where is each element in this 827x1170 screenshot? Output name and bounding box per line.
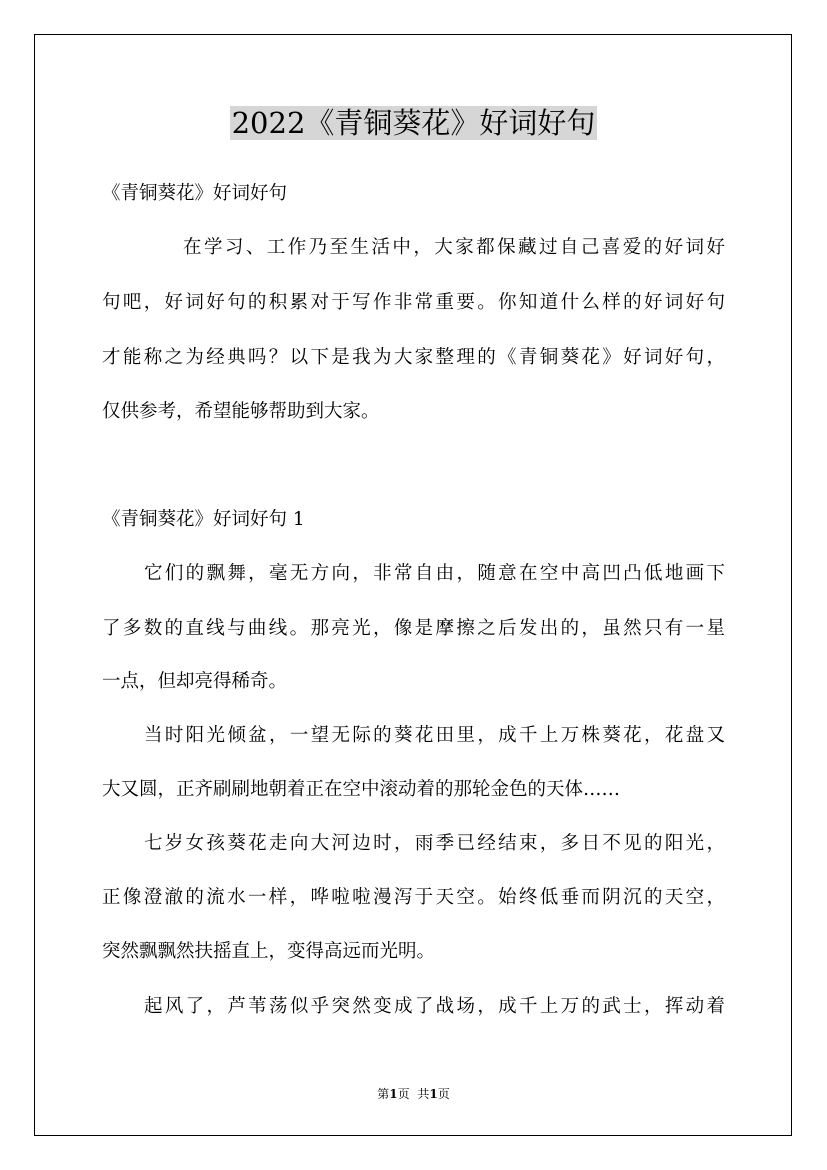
intro-line: 在学习、工作乃至生活中，大家都保藏过自己喜爱的好词好 — [183, 237, 725, 258]
page-footer — [0, 1086, 827, 1102]
footer-page-number: 1 — [389, 1087, 398, 1101]
footer-total-pages: 1 — [429, 1087, 438, 1101]
paragraph-line: 当时阳光倾盆，一望无际的葵花田里，成千上万株葵花，花盘又 — [144, 725, 725, 746]
intro-line: 仅供参考，希望能够帮助到大家。 — [102, 401, 380, 422]
footer-total-suffix: 页 — [437, 1087, 450, 1101]
document-title-text: 2022《青铜葵花》好词好句 — [231, 106, 596, 140]
footer-total-prefix: 共 — [417, 1087, 430, 1101]
section-heading: 《青铜葵花》好词好句 1 — [102, 509, 305, 530]
document-title — [0, 103, 827, 143]
footer-page-prefix: 第 — [377, 1087, 390, 1101]
paragraph-line: 它们的飘舞，毫无方向，非常自由，随意在空中高凹凸低地画下 — [144, 563, 725, 584]
paragraph-line: 大又圆，正齐刷刷地朝着正在空中滚动着的那轮金色的天体…… — [102, 779, 621, 800]
paragraph-line: 突然飘飘然扶摇直上，变得高远而光明。 — [102, 941, 436, 962]
intro-line: 才能称之为经典吗？以下是我为大家整理的《青铜葵花》好词好句， — [102, 347, 725, 368]
footer-page-suffix: 页 — [397, 1087, 410, 1101]
intro-line: 句吧，好词好句的积累对于写作非常重要。你知道什么样的好词好句 — [102, 292, 725, 313]
paragraph-line: 一点，但却亮得稀奇。 — [102, 671, 288, 692]
paragraph-line: 七岁女孩葵花走向大河边时，雨季已经结束，多日不见的阳光， — [144, 833, 725, 854]
paragraph-line: 起风了，芦苇荡似乎突然变成了战场，成千上万的武士，挥动着 — [144, 996, 725, 1017]
paragraph-line: 正像澄澈的流水一样，哗啦啦漫泻于天空。始终低垂而阴沉的天空， — [102, 887, 725, 908]
document-subtitle: 《青铜葵花》好词好句 — [102, 183, 288, 204]
paragraph-line: 了多数的直线与曲线。那亮光，像是摩擦之后发出的，虽然只有一星 — [102, 618, 725, 639]
